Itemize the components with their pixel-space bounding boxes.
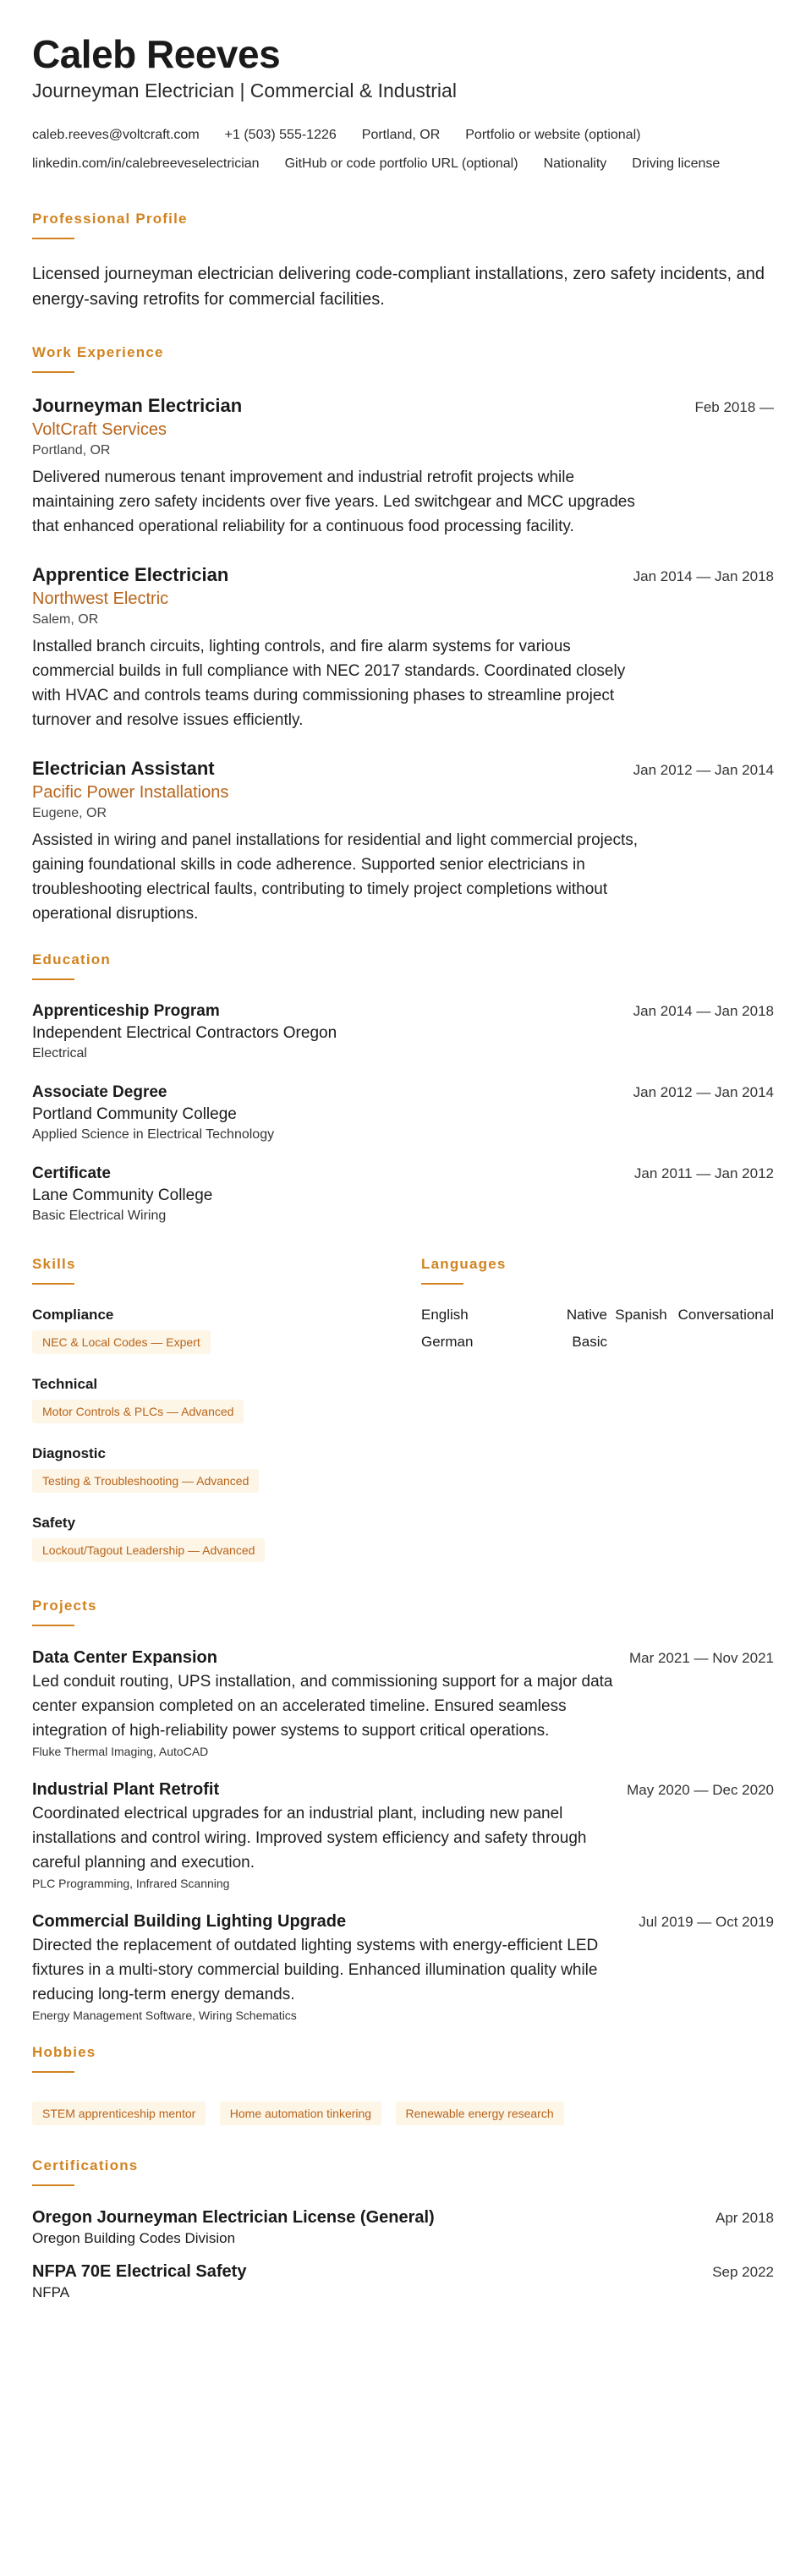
section-rule — [32, 238, 74, 239]
education-entry — [32, 1002, 774, 1061]
job-date: Feb 2018 — — [694, 399, 774, 415]
language-list — [421, 1307, 774, 1351]
project-title: Industrial Plant Retrofit — [32, 1780, 220, 1799]
skill-chip: Testing & Troubleshooting — Advanced — [32, 1469, 259, 1493]
company-name: VoltCraft Services — [32, 420, 167, 439]
project-date: Jul 2019 — Oct 2019 — [639, 1914, 774, 1930]
headline: Journeyman Electrician | Commercial & Industrial — [32, 79, 457, 101]
section-title-hobbies: Hobbies — [32, 2044, 96, 2060]
education-entry — [32, 1083, 774, 1143]
company-name: Northwest Electric — [32, 589, 169, 608]
profile-section — [32, 211, 774, 312]
skill-group — [32, 1376, 421, 1423]
certification-date: Apr 2018 — [716, 2210, 774, 2226]
job-description: Delivered numerous tenant improvement and industrial retrofit projects while maintaining zero safety incidents over five years. Led switchgear and MCC upgrades that enhanced operational reliability for a continuous food processing facility. — [32, 469, 635, 535]
section-rule — [32, 978, 74, 980]
project-description: Directed the replacement of outdated lighting systems with energy-efficient LED fixtures in a multi-story commercial building. Enhanced illumination quality while reducing long-term energy demands. — [32, 1937, 599, 2003]
project-tools: Fluke Thermal Imaging, AutoCAD — [32, 1745, 209, 1758]
contact-email[interactable]: caleb.reeves@voltcraft.com — [32, 128, 200, 142]
institution: Lane Community College — [32, 1187, 213, 1204]
job-description: Installed branch circuits, lighting controls, and fire alarm systems for various commercial builds in full compliance with NEC 2017 standards. Coordinated closely with HVAC and controls teams during commissioning phases to streamline project turnover and resolve issues efficiently. — [32, 638, 626, 729]
job-date: Jan 2012 — Jan 2014 — [633, 762, 774, 778]
project-title: Data Center Expansion — [32, 1648, 217, 1667]
skill-chip: Motor Controls & PLCs — Advanced — [32, 1400, 244, 1423]
section-title-certifications: Certifications — [32, 2157, 139, 2173]
project-entry — [32, 1648, 774, 1758]
hobby-chip: Home automation tinkering — [220, 2102, 381, 2125]
education-section — [32, 951, 774, 1224]
job-description: Assisted in wiring and panel installations for residential and light commercial projects, gaining foundational skills in code adherence. Supported senior electricians in troubleshooting electrical faults, contributing to timely project completions without operational disruptions. — [32, 831, 639, 923]
skill-chip: NEC & Local Codes — Expert — [32, 1330, 211, 1354]
section-rule — [32, 1283, 74, 1285]
section-title-languages: Languages — [421, 1256, 507, 1272]
skill-category: Diagnostic — [32, 1445, 106, 1461]
skill-category: Compliance — [32, 1307, 114, 1323]
study-area: Applied Science in Electrical Technology — [32, 1127, 275, 1142]
profile-summary: Licensed journeyman electrician delivering code-compliant installations, zero safety incidents, and energy-saving retrofits for commercial facilities. — [32, 265, 765, 309]
section-rule — [421, 1283, 463, 1285]
certification-date: Sep 2022 — [712, 2264, 774, 2280]
hobby-chip: Renewable energy research — [396, 2102, 564, 2125]
company-name: Pacific Power Installations — [32, 783, 229, 802]
skill-group — [32, 1445, 421, 1493]
project-date: Mar 2021 — Nov 2021 — [628, 1650, 774, 1666]
skills-section — [32, 1256, 421, 1584]
section-title-skills: Skills — [32, 1256, 76, 1272]
experience-entry — [32, 564, 774, 732]
job-location: Eugene, OR — [32, 806, 107, 820]
project-title: Commercial Building Lighting Upgrade — [32, 1912, 347, 1931]
job-title: Apprentice Electrician — [32, 564, 229, 585]
certification-issuer: NFPA — [32, 2284, 70, 2300]
project-date: May 2020 — Dec 2020 — [627, 1782, 774, 1798]
education-entry — [32, 1165, 774, 1224]
study-area: Basic Electrical Wiring — [32, 1209, 167, 1223]
hobby-chip: STEM apprenticeship mentor — [32, 2102, 206, 2125]
contact-list — [32, 121, 774, 178]
job-date: Jan 2014 — Jan 2018 — [633, 568, 774, 584]
project-description: Led conduit routing, UPS installation, and commissioning support for a major data center expansion completed on an accelerated timeline. Ensured seamless integration of high-reliability power systems to support critical operations. — [32, 1673, 613, 1740]
projects-section — [32, 1598, 774, 2022]
project-entry — [32, 1912, 774, 2022]
project-description: Coordinated electrical upgrades for an industrial plant, including new panel installations and control wiring. Improved system efficiency and safety through careful planning and execution. — [32, 1805, 587, 1872]
certification-entry — [32, 2208, 774, 2247]
certification-issuer: Oregon Building Codes Division — [32, 2230, 236, 2246]
section-title-profile: Professional Profile — [32, 211, 188, 227]
job-location: Portland, OR — [32, 443, 111, 458]
experience-section — [32, 344, 774, 926]
language-level: Conversational — [677, 1307, 774, 1323]
experience-entry — [32, 395, 774, 539]
institution: Independent Electrical Contractors Oregon — [32, 1024, 337, 1042]
section-rule — [32, 2184, 74, 2186]
certifications-section — [32, 2157, 774, 2301]
section-title-experience: Work Experience — [32, 344, 164, 360]
languages-section — [421, 1256, 774, 1584]
job-title: Journeyman Electrician — [32, 395, 243, 416]
education-date: Jan 2014 — Jan 2018 — [633, 1003, 774, 1019]
hobbies-section — [32, 2044, 774, 2125]
education-date: Jan 2011 — Jan 2012 — [633, 1165, 774, 1181]
contact-website[interactable]: Portfolio or website (optional) — [465, 128, 641, 142]
section-rule — [32, 2071, 74, 2073]
section-rule — [32, 371, 74, 373]
certification-title: Oregon Journeyman Electrician License (General) — [32, 2208, 435, 2227]
language-name: English — [421, 1307, 469, 1323]
institution: Portland Community College — [32, 1105, 237, 1123]
contact-github[interactable]: GitHub or code portfolio URL (optional) — [284, 156, 518, 171]
skill-category: Safety — [32, 1515, 76, 1531]
degree-title: Certificate — [32, 1165, 111, 1182]
language-level: Native — [566, 1307, 607, 1323]
section-rule — [32, 1625, 74, 1626]
job-location: Salem, OR — [32, 612, 99, 627]
language-name: German — [421, 1334, 474, 1350]
certification-title: NFPA 70E Electrical Safety — [32, 2262, 247, 2281]
contact-location: Portland, OR — [361, 128, 441, 142]
degree-title: Associate Degree — [32, 1083, 167, 1101]
study-area: Electrical — [32, 1046, 87, 1061]
education-date: Jan 2012 — Jan 2014 — [633, 1084, 774, 1100]
contact-phone[interactable]: +1 (503) 555-1226 — [224, 128, 337, 142]
contact-driving-license: Driving license — [632, 156, 721, 171]
section-title-projects: Projects — [32, 1598, 97, 1614]
contact-linkedin[interactable]: linkedin.com/in/calebreeveselectrician — [32, 156, 260, 171]
project-entry — [32, 1780, 774, 1890]
skill-group — [32, 1515, 421, 1562]
project-tools: Energy Management Software, Wiring Schematics — [32, 2009, 297, 2022]
degree-title: Apprenticeship Program — [32, 1002, 220, 1020]
contact-nationality: Nationality — [543, 156, 607, 171]
skill-category: Technical — [32, 1376, 98, 1392]
skills-languages-row — [32, 1256, 774, 1584]
language-name: Spanish — [615, 1307, 667, 1323]
certification-entry — [32, 2262, 774, 2301]
language-level: Basic — [572, 1334, 607, 1350]
job-title: Electrician Assistant — [32, 758, 215, 779]
project-tools: PLC Programming, Infrared Scanning — [32, 1877, 230, 1890]
skill-group — [32, 1307, 421, 1354]
candidate-name: Caleb Reeves — [32, 32, 281, 76]
experience-entry — [32, 758, 774, 926]
section-title-education: Education — [32, 951, 111, 967]
skill-chip: Lockout/Tagout Leadership — Advanced — [32, 1538, 265, 1562]
